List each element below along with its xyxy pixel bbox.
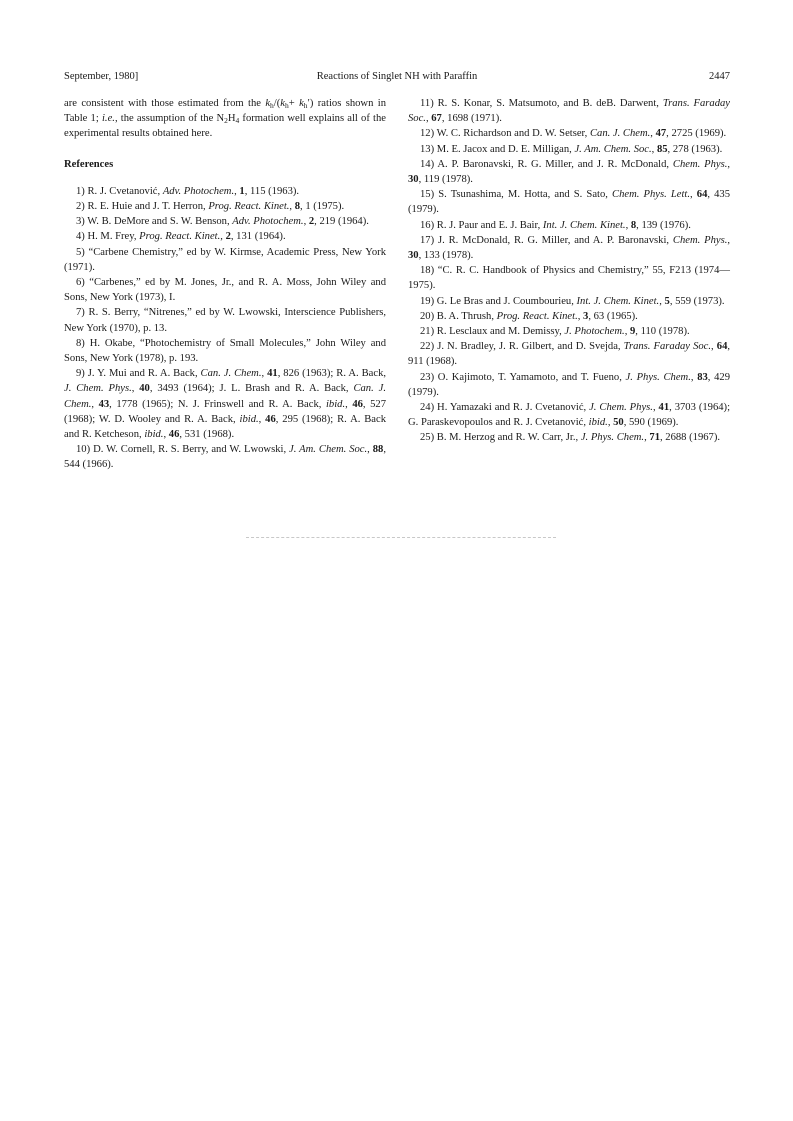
reference-9: 9) J. Y. Mui and R. A. Back, Can. J. Chem., 41, 826 (1963); R. A. Back, J. Chem. Phys., 40, 3493 (1964); J. L. Brash and R. A. Back, Can. J. Chem., 43, 1778 (1965); N. J. Frinswell and R. A. Back, ibid., 46, 527 (1968); W. D. Wooley and R. A. Back, ibid., 46, 295 (1968); R. A. Back and R. Ketcheson, ibid., 46, 531 (1968).: [64, 368, 387, 441]
running-header: [64, 71, 730, 85]
intro-paragraph: are consistent with those estimated from the $k_h/(k_h+ k_h')$ ratios shown in Table 1; i.e., the assumption of the $N_2H_4$ formation well explains all of the experimental results obtained here.: [64, 98, 386, 140]
reference-3: 3) W. B. DeMore and S. W. Benson, Adv. Photochem., 2, 219 (1964).: [76, 216, 369, 228]
reference-13: 13) M. E. Jacox and D. E. Milligan, J. Am. Chem. Soc., 85, 278 (1963).: [420, 143, 723, 155]
reference-24: 24) H. Yamazaki and R. J. Cvetanović, J. Chem. Phys., 41, 3703 (1964); G. Paraskevopoulos and R. J. Cvetanović, ibid., 50, 590 (1969).: [408, 402, 731, 429]
reference-22: 22) J. N. Bradley, J. R. Gilbert, and D. Svejda, Trans. Faraday Soc., 64, 911 (1968).: [408, 341, 731, 368]
reference-6: 6) “Carbenes,” ed by M. Jones, Jr., and R. A. Moss, John Wiley and Sons, New York (1973), I.: [64, 277, 386, 304]
reference-5: 5) “Carbene Chemistry,” ed by W. Kirmse, Academic Press, New York (1971).: [64, 246, 386, 273]
reference-1: 1) R. J. Cvetanović, Adv. Photochem., 1, 115 (1963).: [76, 185, 300, 197]
reference-19: 19) G. Le Bras and J. Coumbourieu, Int. J. Chem. Kinet., 5, 559 (1973).: [420, 295, 725, 307]
reference-15: 15) S. Tsunashima, M. Hotta, and S. Sato, Chem. Phys. Lett., 64, 435 (1979).: [408, 189, 731, 216]
references-heading: References: [64, 158, 114, 170]
reference-17: 17) J. R. McDonald, R. G. Miller, and A. P. Baronavski, Chem. Phys., 30, 133 (1978).: [408, 234, 730, 262]
reference-11: 11) R. S. Konar, S. Matsumoto, and B. deB. Darwent, Trans. Faraday Soc., 67, 1698 (1971).: [408, 98, 730, 125]
reference-10: 10) D. W. Cornell, R. S. Berry, and W. Lwowski, J. Am. Chem. Soc., 88, 544 (1966).: [64, 444, 386, 471]
reference-2: 2) R. E. Huie and J. T. Herron, Prog. React. Kinet., 8, 1 (1975).: [76, 201, 345, 213]
left-column: [64, 96, 386, 473]
reference-16: 16) R. J. Paur and E. J. Bair, Int. J. Chem. Kinet., 8, 139 (1976).: [420, 219, 691, 231]
reference-23: 23) O. Kajimoto, T. Yamamoto, and T. Fueno, J. Phys. Chem., 83, 429 (1979).: [408, 371, 731, 398]
reference-4: 4) H. M. Frey, Prog. React. Kinet., 2, 131 (1964).: [76, 231, 286, 243]
reference-21: 21) R. Lesclaux and M. Demissy, J. Photochem., 9, 110 (1978).: [420, 326, 690, 338]
page-number: 2447: [709, 71, 730, 82]
reference-25: 25) B. M. Herzog and R. W. Carr, Jr., J. Phys. Chem., 71, 2688 (1967).: [420, 432, 721, 444]
header-date: September, 1980]: [64, 71, 139, 82]
reference-8: 8) H. Okabe, “Photochemistry of Small Molecules,” John Wiley and Sons, New York (1978), p. 193.: [64, 337, 386, 365]
end-of-article-rule: [246, 537, 556, 538]
header-title: Reactions of Singlet NH with Paraffin: [316, 71, 478, 82]
reference-20: 20) B. A. Thrush, Prog. React. Kinet., 3, 63 (1965).: [420, 310, 638, 322]
reference-18: 18) “C. R. C. Handbook of Physics and Chemistry,” 55, F213 (1974—1975).: [408, 265, 730, 292]
reference-12: 12) W. C. Richardson and D. W. Setser, Can. J. Chem., 47, 2725 (1969).: [420, 128, 727, 140]
right-column: [408, 96, 730, 446]
reference-14: 14) A. P. Baronavski, R. G. Miller, and J. R. McDonald, Chem. Phys., 30, 119 (1978).: [408, 158, 730, 186]
reference-7: 7) R. S. Berry, “Nitrenes,” ed by W. Lwowski, Interscience Publishers, New York (1970), p. 13.: [64, 307, 386, 334]
